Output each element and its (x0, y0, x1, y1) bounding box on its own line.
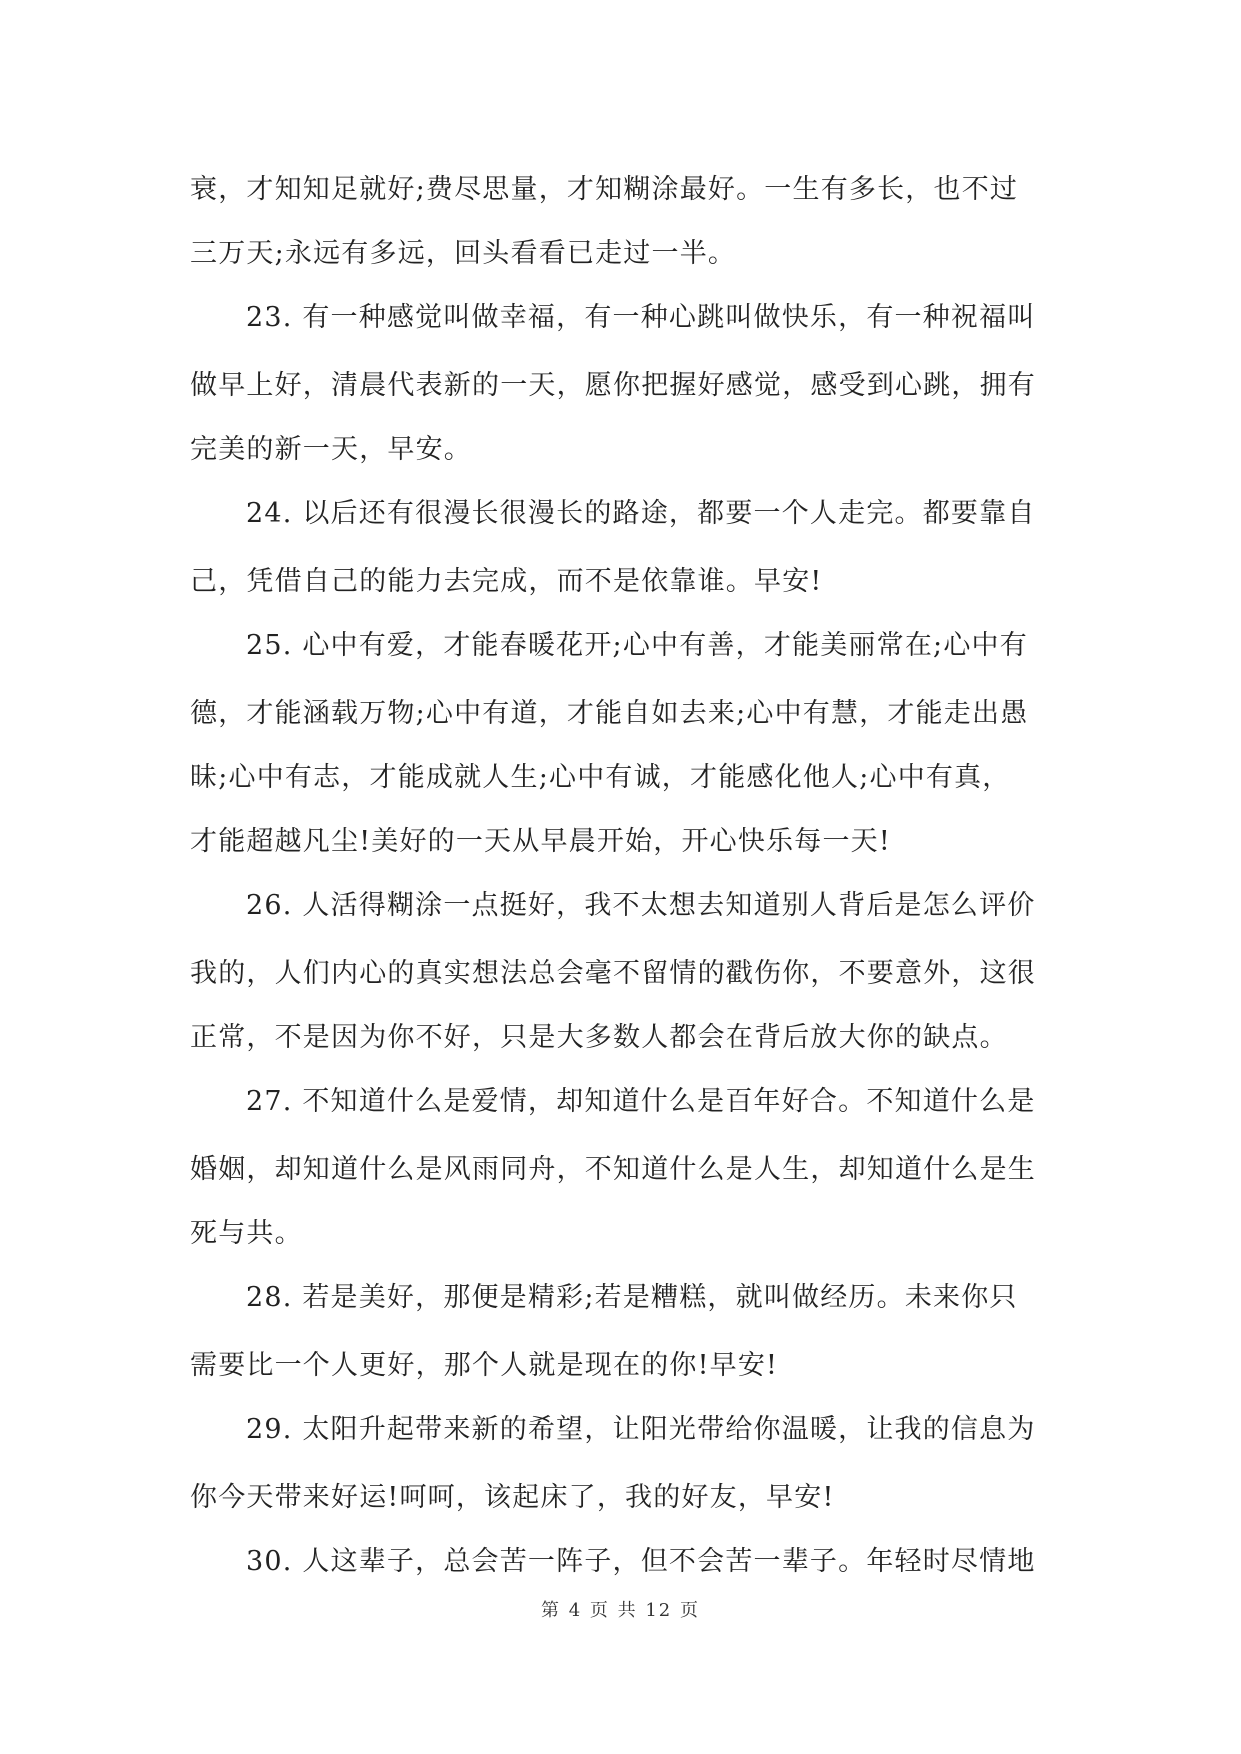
page-footer: 第 4 页 共 12 页 (541, 1600, 700, 1621)
text-line: 25. 心中有爱，才能春暖花开;心中有善，才能美丽常在;心中有 (246, 630, 1028, 661)
text-line: 29. 太阳升起带来新的希望，让阳光带给你温暖，让我的信息为 (246, 1414, 1036, 1445)
text-line: 30. 人这辈子，总会苦一阵子，但不会苦一辈子。年轻时尽情地 (246, 1546, 1036, 1577)
text-line: 做早上好，清晨代表新的一天，愿你把握好感觉，感受到心跳，拥有 (190, 370, 1036, 401)
body-text (190, 158, 1060, 1598)
text-line: 衰，才知知足就好;费尽思量，才知糊涂最好。一生有多长，也不过 (190, 174, 1019, 205)
text-line: 德，才能涵载万物;心中有道，才能自如去来;心中有慧，才能走出愚 (190, 698, 1029, 729)
text-line: 婚姻，却知道什么是风雨同舟，不知道什么是人生，却知道什么是生 (190, 1154, 1036, 1185)
text-line: 26. 人活得糊涂一点挺好，我不太想去知道别人背后是怎么评价 (246, 890, 1036, 921)
text-line: 24. 以后还有很漫长很漫长的路途，都要一个人走完。都要靠自 (246, 498, 1036, 529)
text-line: 需要比一个人更好，那个人就是现在的你!早安! (190, 1350, 779, 1381)
text-line: 三万天;永远有多远，回头看看已走过一半。 (190, 238, 737, 269)
text-line: 28. 若是美好，那便是精彩;若是糟糕，就叫做经历。未来你只 (246, 1282, 1018, 1313)
text-line: 死与共。 (190, 1218, 303, 1249)
text-line: 己，凭借自己的能力去完成，而不是依靠谁。早安! (190, 566, 823, 597)
text-line: 才能超越凡尘!美好的一天从早晨开始，开心快乐每一天! (190, 826, 891, 857)
text-line: 27. 不知道什么是爱情，却知道什么是百年好合。不知道什么是 (246, 1086, 1036, 1117)
text-line: 23. 有一种感觉叫做幸福，有一种心跳叫做快乐，有一种祝福叫 (246, 302, 1036, 333)
text-line: 昧;心中有志，才能成就人生;心中有诚，才能感化他人;心中有真， (190, 762, 1011, 793)
text-line: 你今天带来好运!呵呵，该起床了，我的好友，早安! (190, 1482, 835, 1513)
text-line: 完美的新一天，早安。 (190, 434, 472, 465)
text-line: 正常，不是因为你不好，只是大多数人都会在背后放大你的缺点。 (190, 1022, 1008, 1053)
text-line: 我的，人们内心的真实想法总会毫不留情的戳伤你，不要意外，这很 (190, 958, 1036, 989)
